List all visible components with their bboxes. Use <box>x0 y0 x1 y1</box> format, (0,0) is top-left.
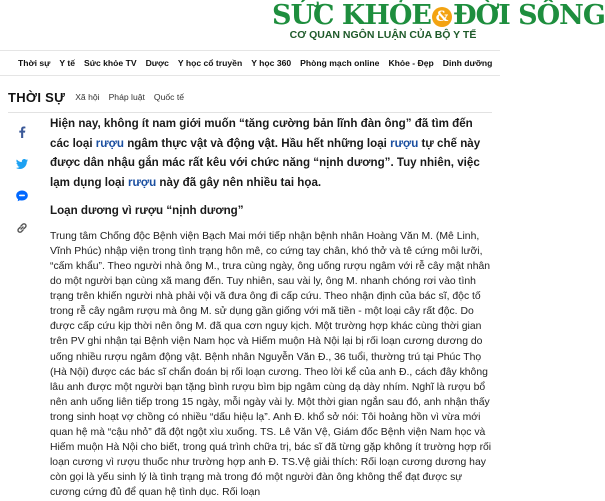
article-body: Trung tâm Chống độc Bệnh viện Bạch Mai mới tiếp nhận bệnh nhân Hoàng Văn M. (Mê Linh, Vĩnh Phúc) nhập viện trong tình trạng hôn mê, co cứng tay chân, khó thở và tê cứng môi lưỡi, “cấm khẩu”. Theo người nhà ông M., trưa cùng ngày, ông uống rượu ngâm với rễ cây mật nhân do một người bạn cùng xã mang đến. Tuy nhiên, sau vài ly, ông M. nhanh chóng rơi vào tình trạng trên khiến người nhà phải vội vã đưa ông đi cấp cứu. Theo nhận định của bác sĩ, độc tố trong rễ cây ngâm rượu mà ông M. sử dụng gần giống với mã tiền - một loại cây rất độc. Do được cấp cứu kịp thời nên ông M. đã qua cơn nguy kịch. Một trường hợp khác cùng thời gian trên PV ghi nhận tại Bệnh viện Nam học và Hiếm muộn Hà Nội lại bị rối loạn cương dương do uống nhiều rượu ngâm động vật. Bệnh nhân Nguyễn Văn Đ., 36 tuổi, thường trú tại Phúc Thọ (Hà Nội) được các bác sĩ chẩn đoán bị rối loạn cương. Theo lời kể của anh Đ., cách đây không lâu anh được một người bạn tặng bình rượu bìm bịp ngâm cùng dạ dày nhím. Nghĩ là rượu bổ nên anh uống liên tiếp trong 15 ngày, mỗi ngày vài ly. Một thời gian ngắn sau đó, anh nhận thấy trong sinh hoạt vợ chồng có nhiều “dấu hiệu lạ”. Anh Đ. khổ sở nói: Tôi hoảng hồn vì vừa mới quan hệ mà “cậu nhỏ” đã đột ngột xìu xuống. TS. Lê Văn Vệ, Giám đốc Bệnh viện Nam học và Hiếm muộn Hà Nội cho biết, trong quá trình chữa trị, bác sĩ đã từng gặp không ít trường hợp rối loạn cương vì rượu thuốc như trường hợp anh Đ. TS.Vệ giải thích: Rối loạn cương dương hay còn gọi là yếu sinh lý là tình trạng mà trong đó một người đàn ông không thể đạt được sự cương cứng đủ để quan hệ tình dục. Rối loạn <box>50 230 492 499</box>
logo-ampersand: & <box>432 7 452 27</box>
logo-text-right: ĐỜI SỐNG <box>453 0 605 31</box>
section-title[interactable]: THỜI SỰ <box>8 89 66 105</box>
nav-item-y-te[interactable]: Y tế <box>59 58 75 68</box>
section-bar <box>8 84 193 110</box>
nav-item-y-hoc-co-truyen[interactable]: Y học cổ truyền <box>177 58 243 68</box>
article-subheading: Loạn dương vì rượu “nịnh dương” <box>50 203 244 217</box>
nav-item-thoi-su[interactable]: Thời sự <box>18 58 51 68</box>
keyword-link[interactable]: rượu <box>390 136 419 150</box>
share-twitter-button[interactable] <box>10 152 34 176</box>
lead-text-1: Hiện nay, không ít nam giới muốn “tăng cường bản lĩnh đàn ông” đã tìm đến các loại <box>50 117 473 150</box>
nav-item-phong-mach-online[interactable]: Phòng mạch online <box>300 58 380 68</box>
site-logo[interactable] <box>272 0 605 41</box>
nav-item-suc-khoe-tv[interactable]: Sức khỏe TV <box>84 58 137 68</box>
nav-item-khoe-dep[interactable]: Khỏe - Đẹp <box>388 58 434 68</box>
nav-item-duoc[interactable]: Dược <box>145 58 169 68</box>
twitter-icon <box>15 157 29 171</box>
nav-item-dinh-duong[interactable]: Dinh dưỡng <box>442 58 493 68</box>
lead-text-3: tự chế này được dân nhậu gắn mác rất kêu với chức năng “nịnh dương”. Tuy nhiên, việc lạm dụng loại <box>50 136 481 190</box>
lead-text-2: ngâm thực vật và động vật. Hầu hết những loại <box>124 136 391 150</box>
article-content <box>50 114 494 501</box>
lead-text-4: này đã gây nên nhiều tai họa. <box>156 176 322 190</box>
share-facebook-button[interactable] <box>10 120 34 144</box>
site-header <box>0 0 605 46</box>
copy-link-button[interactable] <box>10 216 34 240</box>
nav-item-y-hoc-360[interactable]: Y học 360 <box>251 58 292 68</box>
link-icon <box>15 221 29 235</box>
section-sub-phap-luat[interactable]: Pháp luật <box>108 92 145 102</box>
facebook-icon <box>15 125 29 139</box>
keyword-link[interactable]: rượu <box>127 176 157 190</box>
section-sub-quoc-te[interactable]: Quốc tế <box>153 92 185 102</box>
share-zalo-button[interactable] <box>10 184 34 208</box>
article-lead <box>50 114 494 193</box>
section-divider <box>8 112 492 113</box>
zalo-icon <box>15 189 29 203</box>
main-nav <box>0 50 500 76</box>
share-rail <box>8 120 36 248</box>
logo-text-left: SỨC KHỎE <box>272 0 432 31</box>
logo-wordmark <box>272 0 605 31</box>
section-sub-xa-hoi[interactable]: Xã hội <box>75 92 100 102</box>
keyword-link[interactable]: rượu <box>95 136 124 150</box>
logo-tagline: CƠ QUAN NGÔN LUẬN CỦA BỘ Y TẾ <box>289 29 477 41</box>
